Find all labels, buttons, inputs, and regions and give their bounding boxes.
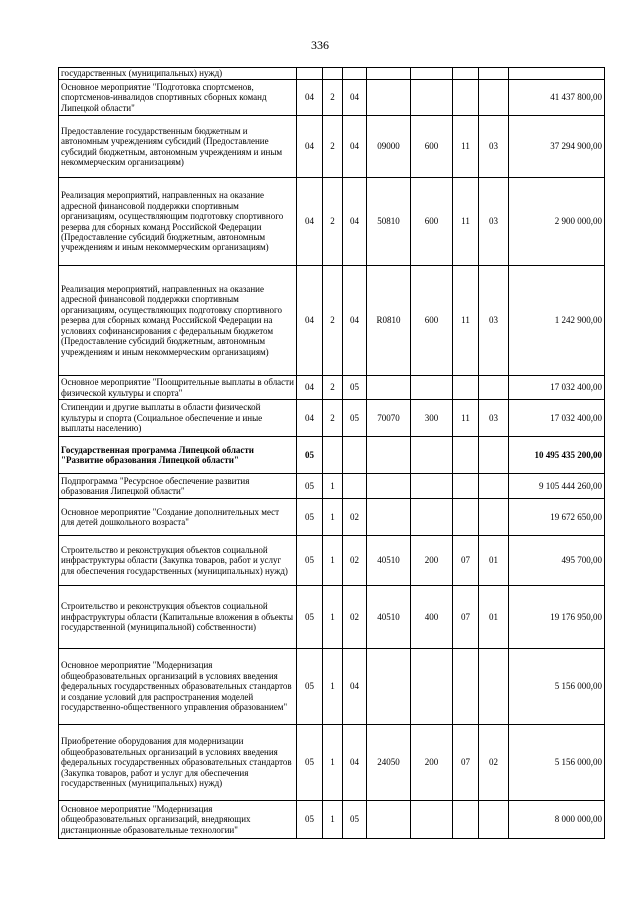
- amount: 19 672 650,00: [509, 499, 605, 536]
- activity-code: [343, 437, 367, 474]
- activity-code: 02: [343, 586, 367, 649]
- direction-code: 50810: [367, 178, 411, 266]
- activity-code: 04: [343, 649, 367, 725]
- table-row: [59, 536, 605, 586]
- direction-code: 40510: [367, 536, 411, 586]
- row-name: Основное мероприятие "Модернизация общеобразовательных организаций, внедряющих дистанционные образовательные технологии": [59, 801, 297, 839]
- division-code: 11: [453, 178, 479, 266]
- expense-type-code: 600: [411, 178, 453, 266]
- subdivision-code: [479, 437, 509, 474]
- section-code: 04: [297, 266, 323, 376]
- section-code: 05: [297, 474, 323, 499]
- section-code: 05: [297, 499, 323, 536]
- section-code: 04: [297, 116, 323, 178]
- division-code: [453, 499, 479, 536]
- expense-type-code: 200: [411, 725, 453, 801]
- activity-code: 05: [343, 376, 367, 400]
- expense-type-code: [411, 499, 453, 536]
- page-number: 336: [311, 38, 329, 52]
- expense-type-code: [411, 80, 453, 116]
- activity-code: 04: [343, 116, 367, 178]
- table-row: [59, 178, 605, 266]
- activity-code: 04: [343, 266, 367, 376]
- direction-code: [367, 474, 411, 499]
- direction-code: [367, 801, 411, 839]
- division-code: [453, 68, 479, 80]
- section-code: 04: [297, 400, 323, 437]
- division-code: [453, 437, 479, 474]
- amount: 5 156 000,00: [509, 649, 605, 725]
- subprogram-code: 1: [323, 499, 343, 536]
- subdivision-code: [479, 474, 509, 499]
- activity-code: 04: [343, 725, 367, 801]
- expense-type-code: 300: [411, 400, 453, 437]
- direction-code: [367, 437, 411, 474]
- expense-type-code: 600: [411, 266, 453, 376]
- row-name: Стипендии и другие выплаты в области физической культуры и спорта (Социальное обеспечение и иные выплаты населению): [59, 400, 297, 437]
- direction-code: [367, 80, 411, 116]
- subprogram-code: 1: [323, 801, 343, 839]
- direction-code: [367, 649, 411, 725]
- division-code: 07: [453, 536, 479, 586]
- row-name: Приобретение оборудования для модернизации общеобразовательных организаций в условиях введения федеральных государственных образовательных стандартов (Закупка товаров, работ и услуг для обеспечения государственных (муниципальных) нужд): [59, 725, 297, 801]
- table-row: [59, 437, 605, 474]
- subprogram-code: [323, 68, 343, 80]
- section-code: 05: [297, 437, 323, 474]
- activity-code: 04: [343, 80, 367, 116]
- amount: 9 105 444 260,00: [509, 474, 605, 499]
- subdivision-code: [479, 499, 509, 536]
- activity-code: [343, 474, 367, 499]
- amount: [509, 68, 605, 80]
- amount: 8 000 000,00: [509, 801, 605, 839]
- subprogram-code: 2: [323, 116, 343, 178]
- table-row: [59, 80, 605, 116]
- table-row: [59, 499, 605, 536]
- subdivision-code: 02: [479, 725, 509, 801]
- section-code: 04: [297, 80, 323, 116]
- activity-code: 02: [343, 499, 367, 536]
- direction-code: 40510: [367, 586, 411, 649]
- division-code: [453, 80, 479, 116]
- subprogram-code: 1: [323, 586, 343, 649]
- budget-table: [58, 67, 605, 839]
- division-code: 11: [453, 400, 479, 437]
- direction-code: 09000: [367, 116, 411, 178]
- subprogram-code: 1: [323, 536, 343, 586]
- division-code: 11: [453, 266, 479, 376]
- expense-type-code: [411, 68, 453, 80]
- amount: 5 156 000,00: [509, 725, 605, 801]
- row-name: Государственная программа Липецкой области "Развитие образования Липецкой области": [59, 437, 297, 474]
- division-code: 07: [453, 586, 479, 649]
- division-code: [453, 376, 479, 400]
- table-row: [59, 68, 605, 80]
- section-code: 04: [297, 178, 323, 266]
- table-row: [59, 649, 605, 725]
- subdivision-code: 01: [479, 586, 509, 649]
- amount: 10 495 435 200,00: [509, 437, 605, 474]
- subdivision-code: [479, 68, 509, 80]
- row-name: Основное мероприятие "Модернизация общеобразовательных организаций в условиях введения федеральных государственных образовательных стандартов и создание условий для распространения моделей государственно-общественного управления образованием": [59, 649, 297, 725]
- table-body: [59, 68, 605, 839]
- amount: 2 900 000,00: [509, 178, 605, 266]
- amount: 17 032 400,00: [509, 400, 605, 437]
- subdivision-code: [479, 649, 509, 725]
- subprogram-code: 2: [323, 178, 343, 266]
- row-name: государственных (муниципальных) нужд): [59, 68, 297, 80]
- amount: 17 032 400,00: [509, 376, 605, 400]
- section-code: 05: [297, 536, 323, 586]
- row-name: Строительство и реконструкция объектов социальной инфраструктуры области (Закупка товаров, работ и услуг для обеспечения государственных (муниципальных) нужд): [59, 536, 297, 586]
- subprogram-code: 2: [323, 266, 343, 376]
- subprogram-code: 1: [323, 649, 343, 725]
- direction-code: [367, 376, 411, 400]
- section-code: 05: [297, 725, 323, 801]
- expense-type-code: [411, 649, 453, 725]
- row-name: Реализация мероприятий, направленных на оказание адресной финансовой поддержки спортивным организациям, осуществляющих подготовку спортивного резерва для сборных команд Российской Федерации на условиях софинансирования с федеральным бюджетом (Предоставление субсидий бюджетным, автономным учреждениям и иным некоммерческим организациям): [59, 266, 297, 376]
- section-code: 05: [297, 586, 323, 649]
- row-name: Подпрограмма "Ресурсное обеспечение развития образования Липецкой области": [59, 474, 297, 499]
- table-row: [59, 400, 605, 437]
- division-code: 11: [453, 116, 479, 178]
- table-row: [59, 376, 605, 400]
- expense-type-code: 200: [411, 536, 453, 586]
- row-name: Строительство и реконструкция объектов социальной инфраструктуры области (Капитальные вложения в объекты государственной (муниципальной) собственности): [59, 586, 297, 649]
- activity-code: 05: [343, 400, 367, 437]
- section-code: 05: [297, 801, 323, 839]
- activity-code: 04: [343, 178, 367, 266]
- amount: 1 242 900,00: [509, 266, 605, 376]
- direction-code: R0810: [367, 266, 411, 376]
- amount: 19 176 950,00: [509, 586, 605, 649]
- subprogram-code: 1: [323, 474, 343, 499]
- expense-type-code: 600: [411, 116, 453, 178]
- amount: 495 700,00: [509, 536, 605, 586]
- table-row: [59, 801, 605, 839]
- expense-type-code: [411, 376, 453, 400]
- table-row: [59, 725, 605, 801]
- division-code: 07: [453, 725, 479, 801]
- division-code: [453, 474, 479, 499]
- subprogram-code: 2: [323, 80, 343, 116]
- subdivision-code: 03: [479, 266, 509, 376]
- direction-code: 70070: [367, 400, 411, 437]
- subdivision-code: [479, 80, 509, 116]
- subprogram-code: 1: [323, 725, 343, 801]
- section-code: [297, 68, 323, 80]
- division-code: [453, 801, 479, 839]
- table-row: [59, 474, 605, 499]
- activity-code: 05: [343, 801, 367, 839]
- amount: 41 437 800,00: [509, 80, 605, 116]
- subdivision-code: [479, 376, 509, 400]
- subdivision-code: [479, 801, 509, 839]
- subdivision-code: 03: [479, 400, 509, 437]
- subprogram-code: 2: [323, 400, 343, 437]
- row-name: Основное мероприятие "Подготовка спортсменов, спортсменов-инвалидов спортивных сборных команд Липецкой области": [59, 80, 297, 116]
- activity-code: [343, 68, 367, 80]
- subdivision-code: 03: [479, 116, 509, 178]
- row-name: Основное мероприятие "Поощрительные выплаты в области физической культуры и спорта": [59, 376, 297, 400]
- expense-type-code: 400: [411, 586, 453, 649]
- row-name: Реализация мероприятий, направленных на оказание адресной финансовой поддержки спортивным организациям, осуществляющим подготовку спортивного резерва для сборных команд Российской Федерации (Предоставление субсидий бюджетным, автономным учреждениям и иным некоммерческим организациям): [59, 178, 297, 266]
- division-code: [453, 649, 479, 725]
- table-row: [59, 586, 605, 649]
- direction-code: [367, 499, 411, 536]
- section-code: 05: [297, 649, 323, 725]
- subdivision-code: 03: [479, 178, 509, 266]
- table-row: [59, 116, 605, 178]
- expense-type-code: [411, 474, 453, 499]
- expense-type-code: [411, 437, 453, 474]
- expense-type-code: [411, 801, 453, 839]
- direction-code: 24050: [367, 725, 411, 801]
- section-code: 04: [297, 376, 323, 400]
- amount: 37 294 900,00: [509, 116, 605, 178]
- table-row: [59, 266, 605, 376]
- row-name: Основное мероприятие "Создание дополнительных мест для детей дошкольного возраста": [59, 499, 297, 536]
- direction-code: [367, 68, 411, 80]
- subdivision-code: 01: [479, 536, 509, 586]
- subprogram-code: 2: [323, 376, 343, 400]
- subprogram-code: [323, 437, 343, 474]
- row-name: Предоставление государственным бюджетным и автономным учреждениям субсидий (Предоставление субсидий бюджетным, автономным учреждениям и иным некоммерческим организациям): [59, 116, 297, 178]
- activity-code: 02: [343, 536, 367, 586]
